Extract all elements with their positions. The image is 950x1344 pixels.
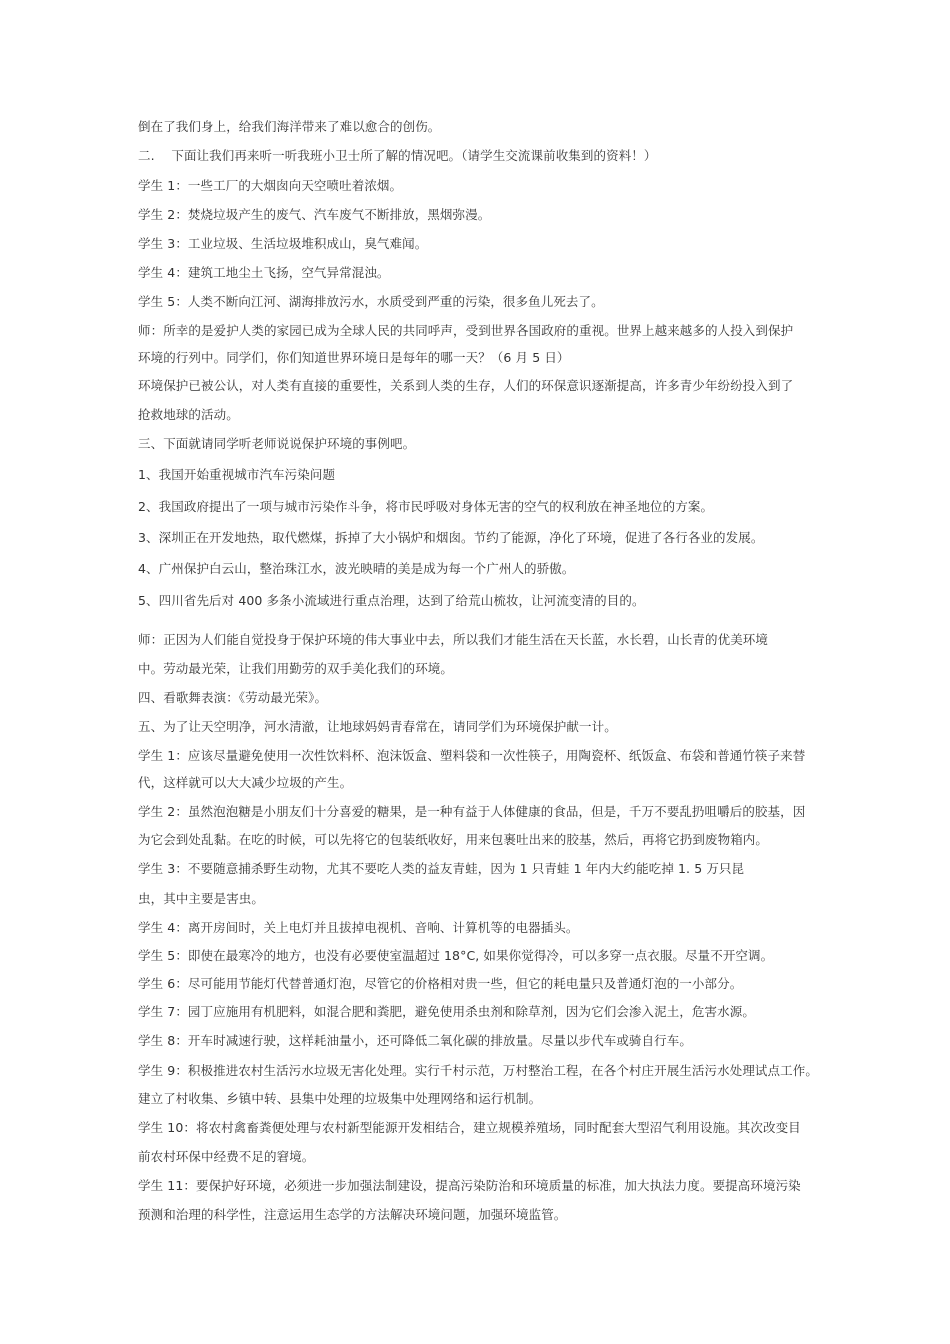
text-line: 学生 2：虽然泡泡糖是小朋友们十分喜爱的糖果，是一种有益于人体健康的食品，但是，千万不要乱扔咀嚼后的胶基，因 <box>138 804 806 819</box>
text-line: 师：正因为人们能自觉投身于保护环境的伟大事业中去，所以我们才能生活在天长蓝，水长碧，山长青的优美环境 <box>138 632 769 647</box>
text-line: 学生 5：人类不断向江河、湖海排放污水，水质受到严重的污染，很多鱼儿死去了。 <box>138 294 604 309</box>
text-line: 学生 1：应该尽量避免使用一次性饮料杯、泡沫饭盒、塑料袋和一次性筷子，用陶瓷杯、纸饭盒、布袋和普通竹筷子来替 <box>138 748 806 763</box>
text-line: 学生 3：不要随意捕杀野生动物，尤其不要吃人类的益友青蛙，因为 1 只青蛙 1 年内大约能吃掉 1. 5 万只昆 <box>138 861 745 876</box>
text-line: 学生 9：积极推进农村生活污水垃圾无害化处理。实行千村示范，万村整治工程，在各个村庄开展生活污水处理试点工作。 <box>138 1063 818 1078</box>
list-item: 5、四川省先后对 400 多条小流域进行重点治理，达到了给荒山梳妆，让河流变清的目的。 <box>138 593 645 608</box>
text-line: 环境保护已被公认，对人类有直接的重要性，关系到人类的生存，人们的环保意识逐渐提高，许多青少年纷纷投入到了 <box>138 378 794 393</box>
text-line: 学生 4：建筑工地尘土飞扬，空气异常混浊。 <box>138 265 390 280</box>
text-line: 学生 5：即使在最寒冷的地方，也没有必要使室温超过 18°C, 如果你觉得冷，可以多穿一点衣服。尽量不开空调。 <box>138 948 774 963</box>
list-item: 2、我国政府提出了一项与城市污染作斗争，将市民呼吸对身体无害的空气的权利放在神圣地位的方案。 <box>138 499 714 514</box>
text-line: 学生 8：开车时减速行驶，这样耗油量小，还可降低二氧化碳的排放量。尽量以步代车或骑自行车。 <box>138 1033 692 1048</box>
text-line: 学生 2：焚烧垃圾产生的废气、汽车废气不断排放，黑烟弥漫。 <box>138 207 491 222</box>
text-line: 倒在了我们身上，给我们海洋带来了难以愈合的创伤。 <box>138 119 441 134</box>
text-line: 学生 11：要保护好环境，必须进一步加强法制建设，提高污染防治和环境质量的标准，加大执法力度。要提高环境污染 <box>138 1178 801 1193</box>
text-line: 学生 10：将农村禽畜粪便处理与农村新型能源开发相结合，建立规模养殖场，同时配套大型沼气利用设施。其次改变目 <box>138 1120 801 1135</box>
text-line: 前农村环保中经费不足的窘境。 <box>138 1149 315 1164</box>
section-heading: 五、为了让天空明净，河水清澈，让地球妈妈青春常在，请同学们为环境保护献一计。 <box>138 719 617 734</box>
section-heading: 二. 下面让我们再来听一听我班小卫士所了解的情况吧。（请学生交流课前收集到的资料！） <box>138 148 657 163</box>
list-item: 4、广州保护白云山，整治珠江水，波光映晴的美是成为每一个广州人的骄傲。 <box>138 561 575 576</box>
list-item: 1、我国开始重视城市汽车污染问题 <box>138 467 336 482</box>
text-line: 学生 3：工业垃圾、生活垃圾堆积成山，臭气难闻。 <box>138 236 428 251</box>
text-line: 抢救地球的活动。 <box>138 407 239 422</box>
text-line: 学生 7：园丁应施用有机肥料，如混合肥和粪肥，避免使用杀虫剂和除草剂，因为它们会渗入泥土，危害水源。 <box>138 1004 755 1019</box>
text-line: 预测和治理的科学性，注意运用生态学的方法解决环境问题，加强环境监管。 <box>138 1207 567 1222</box>
section-heading: 三、下面就请同学听老师说说保护环境的事例吧。 <box>138 436 416 451</box>
text-line: 代，这样就可以大大减少垃圾的产生。 <box>138 775 353 790</box>
text-line: 学生 4：离开房间时，关上电灯并且拔掉电视机、音响、计算机等的电器插头。 <box>138 920 579 935</box>
text-line: 环境的行列中。同学们，你们知道世界环境日是每年的哪一天？（6 月 5 日） <box>138 350 570 365</box>
list-item: 3、深圳正在开发地热，取代燃煤，拆掉了大小锅炉和烟囱。节约了能源，净化了环境，促进了各行各业的发展。 <box>138 530 764 545</box>
section-heading: 四、看歌舞表演：《劳动最光荣》。 <box>138 690 328 705</box>
text-line: 建立了村收集、乡镇中转、县集中处理的垃圾集中处理网络和运行机制。 <box>138 1091 542 1106</box>
text-line: 中。劳动最光荣，让我们用勤劳的双手美化我们的环境。 <box>138 661 454 676</box>
text-line: 为它会到处乱黏。在吃的时候，可以先将它的包装纸收好，用来包裹吐出来的胶基，然后，再将它扔到废物箱内。 <box>138 832 769 847</box>
text-line: 虫，其中主要是害虫。 <box>138 891 265 906</box>
text-line: 学生 6：尽可能用节能灯代替普通灯泡，尽管它的价格相对贵一些，但它的耗电量只及普通灯泡的一小部分。 <box>138 976 743 991</box>
text-line: 师：所幸的是爱护人类的家园已成为全球人民的共同呼声，受到世界各国政府的重视。世界上越来越多的人投入到保护 <box>138 323 794 338</box>
text-line: 学生 1：一些工厂的大烟囱向天空喷吐着浓烟。 <box>138 178 403 193</box>
